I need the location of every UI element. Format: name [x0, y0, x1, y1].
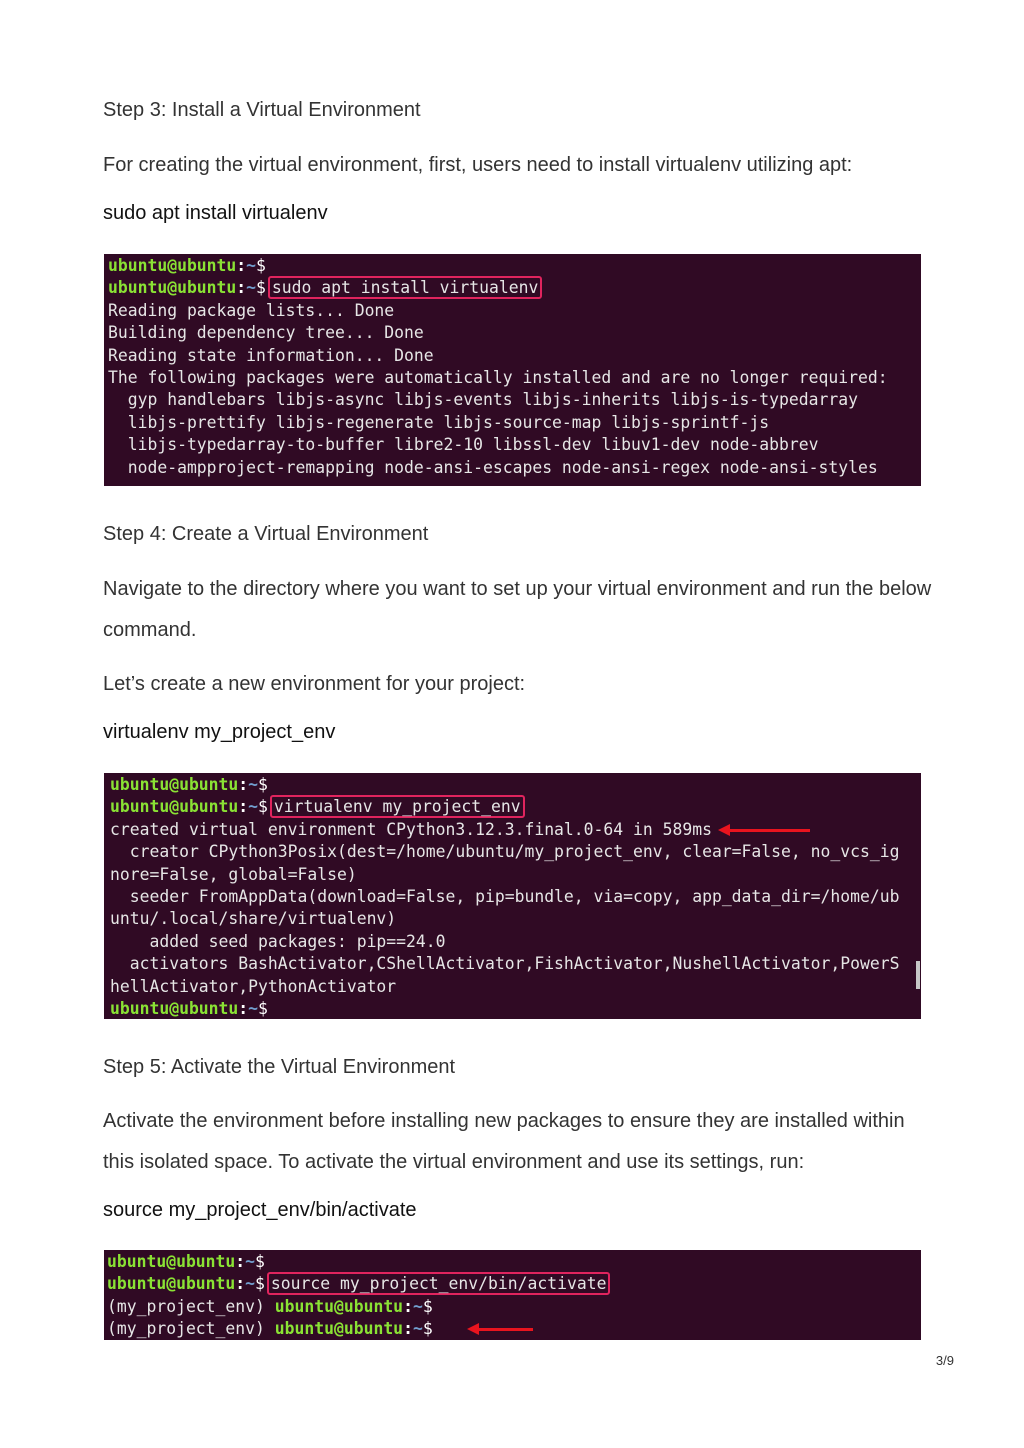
- highlighted-command: source my_project_env/bin/activate: [267, 1272, 611, 1295]
- venv-prompt-line: [107, 1318, 921, 1340]
- prompt-colon: :: [236, 278, 247, 298]
- prompt-colon: :: [235, 1274, 246, 1294]
- prompt-line: [108, 277, 921, 299]
- terminal-output-line: untu/.local/share/virtualenv): [110, 909, 397, 929]
- prompt-symbol: $: [422, 1319, 433, 1339]
- prompt-path: ~: [248, 998, 259, 1018]
- prompt-symbol: $: [256, 278, 266, 298]
- prompt-path: ~: [246, 278, 257, 298]
- page-number: 3/9: [935, 1353, 954, 1368]
- terminal-output-line: libjs-prettify libjs-regenerate libjs-source-map libjs-sprintf-js: [108, 412, 770, 432]
- prompt-path: ~: [246, 256, 257, 275]
- prompt-symbol: $: [255, 1274, 265, 1294]
- prompt-colon: :: [403, 1296, 413, 1316]
- terminal-output-line: The following packages were automatically installed and are no longer required:: [108, 367, 888, 387]
- step5-description: Activate the environment before installing new packages to ensure they are installed within this isolated space. To activate the virtual environment and use its settings, run:: [103, 1110, 905, 1173]
- created-text: created virtual environment CPython3.12.3.final.0-64 in 589ms: [110, 819, 712, 839]
- prompt-path: ~: [245, 1252, 256, 1271]
- prompt-colon: :: [238, 797, 249, 817]
- terminal-output-line: Reading state information... Done: [108, 345, 434, 365]
- prompt-line: [107, 1273, 921, 1295]
- prompt-user: ubuntu@ubuntu: [274, 1296, 404, 1316]
- prompt-path: ~: [248, 775, 259, 794]
- prompt-symbol: $: [258, 797, 268, 817]
- terminal-activate-venv: [104, 1250, 921, 1340]
- terminal-output-line: hellActivator,PythonActivator: [110, 976, 397, 996]
- red-arrow-icon: [477, 1328, 533, 1331]
- step4-command: virtualenv my_project_env: [103, 721, 336, 743]
- prompt-path: ~: [412, 1319, 423, 1339]
- step5-heading: Step 5: Activate the Virtual Environment: [103, 1056, 456, 1078]
- terminal-output-line: seeder FromAppData(download=False, pip=bundle, via=copy, app_data_dir=/home/ub: [110, 886, 900, 906]
- prompt-colon: :: [238, 998, 249, 1018]
- prompt-user: ubuntu@ubuntu: [110, 797, 239, 817]
- highlighted-command: virtualenv my_project_env: [270, 795, 525, 818]
- step3-command: sudo apt install virtualenv: [103, 202, 328, 224]
- prompt-user: ubuntu@ubuntu: [274, 1319, 404, 1339]
- step4-intro: Let’s create a new environment for your project:: [103, 673, 526, 695]
- terminal-output-line: creator CPython3Posix(dest=/home/ubuntu/my_project_env, clear=False, no_vcs_ig: [110, 842, 900, 862]
- step3-description: For creating the virtual environment, first, users need to install virtualenv utilizing apt:: [103, 154, 853, 176]
- prompt-user: ubuntu@ubuntu: [108, 278, 237, 298]
- prompt-path: ~: [412, 1296, 423, 1316]
- step4-heading: Step 4: Create a Virtual Environment: [103, 523, 429, 545]
- step5-command: source my_project_env/bin/activate: [103, 1199, 417, 1221]
- step4-description: Navigate to the directory where you want to set up your virtual environment and run the below command.: [103, 578, 932, 641]
- highlighted-command: sudo apt install virtualenv: [268, 276, 542, 299]
- red-arrow-icon: [728, 829, 810, 832]
- prompt-symbol: $: [422, 1296, 433, 1316]
- terminal-output-line: gyp handlebars libjs-async libjs-events libjs-inherits libjs-is-typedarray: [108, 390, 858, 410]
- prompt-colon: :: [403, 1319, 413, 1339]
- terminal-output-line: activators BashActivator,CShellActivator,FishActivator,NushellActivator,PowerS: [110, 954, 900, 974]
- prompt-symbol: $: [255, 1252, 265, 1271]
- prompt-line: [107, 1251, 921, 1273]
- terminal-output-line: Building dependency tree... Done: [108, 323, 424, 343]
- prompt-symbol: $: [256, 256, 266, 275]
- venv-prompt-line: [107, 1296, 921, 1318]
- prompt-colon: :: [236, 256, 247, 275]
- prompt-path: ~: [248, 797, 259, 817]
- prompt-symbol: $: [258, 998, 268, 1018]
- prompt-user: ubuntu@ubuntu: [107, 1274, 236, 1294]
- prompt-user: ubuntu@ubuntu: [108, 256, 237, 275]
- terminal-output-line: node-ampproject-remapping node-ansi-escapes node-ansi-regex node-ansi-styles: [108, 457, 878, 477]
- prompt-line: [110, 796, 921, 818]
- prompt-user: ubuntu@ubuntu: [107, 1252, 236, 1271]
- terminal-install-virtualenv: [104, 254, 921, 486]
- prompt-symbol: $: [258, 775, 268, 794]
- prompt-colon: :: [238, 775, 249, 794]
- created-line: [110, 819, 921, 841]
- prompt-colon: :: [235, 1252, 246, 1271]
- prompt-line: [110, 998, 921, 1019]
- terminal-scrollbar-thumb[interactable]: [916, 961, 920, 989]
- terminal-create-venv: [104, 773, 921, 1019]
- prompt-path: ~: [245, 1274, 256, 1294]
- step3-heading: Step 3: Install a Virtual Environment: [103, 99, 421, 121]
- prompt-line: [110, 774, 921, 796]
- prompt-line: [108, 255, 921, 277]
- venv-prefix: (my_project_env): [107, 1319, 275, 1339]
- prompt-user: ubuntu@ubuntu: [110, 775, 239, 794]
- terminal-output-line: libjs-typedarray-to-buffer libre2-10 libssl-dev libuv1-dev node-abbrev: [108, 435, 819, 455]
- venv-prefix: (my_project_env): [107, 1296, 275, 1316]
- prompt-user: ubuntu@ubuntu: [110, 998, 239, 1018]
- terminal-output-line: added seed packages: pip==24.0: [110, 931, 446, 951]
- terminal-output-line: nore=False, global=False): [110, 864, 357, 884]
- terminal-output-line: Reading package lists... Done: [108, 300, 395, 320]
